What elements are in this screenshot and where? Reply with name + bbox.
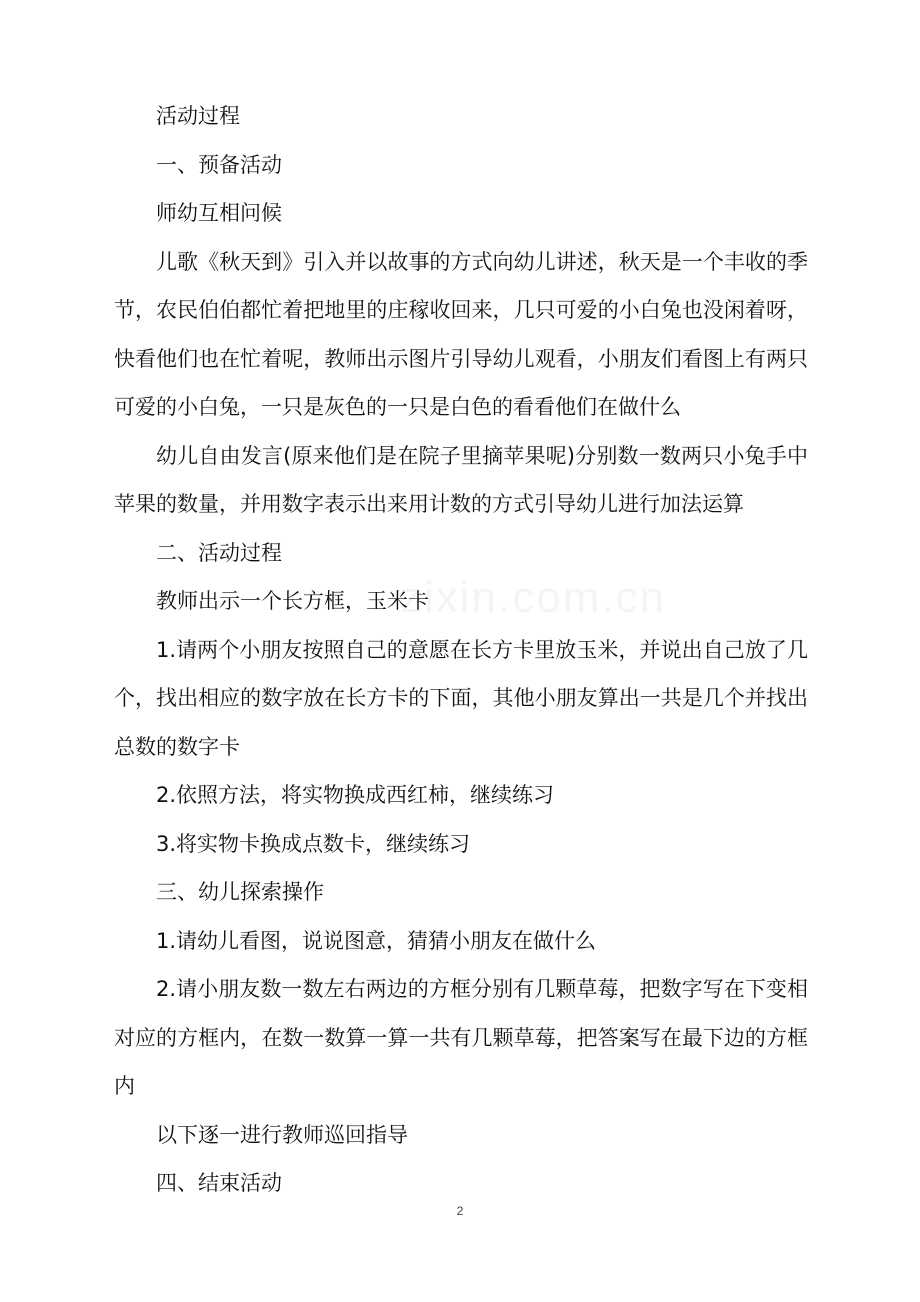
paragraph-free-speech: 幼儿自由发言(原来他们是在院子里摘苹果呢)分别数一数两只小兔手中苹果的数量，并用数字表示出来用计数的方式引导幼儿进行加法运算	[114, 443, 808, 516]
paragraph-teacher-shows: 教师出示一个长方框，玉米卡	[156, 589, 429, 613]
section-heading-exploration: 三、幼儿探索操作	[156, 880, 324, 904]
paragraph-step-1: 1.请两个小朋友按照自己的意愿在长方卡里放玉米，并说出自己放了几个，找出相应的数字放在长方卡的下面，其他小朋友算出一共是几个并找出总数的数字卡	[114, 637, 808, 759]
heading-activity-process: 活动过程	[156, 104, 240, 128]
paragraph-step-2: 2.依照方法，将实物换成西红柿，继续练习	[156, 783, 555, 807]
page-number: 2	[456, 1204, 464, 1218]
section-heading-preparation: 一、预备活动	[156, 152, 282, 177]
paragraph-greeting: 师幼互相问候	[156, 201, 282, 225]
paragraph-story-intro: 儿歌《秋天到》引入并以故事的方式向幼儿讲述，秋天是一个丰收的季节，农民伯伯都忙着把地里的庄稼收回来，几只可爱的小白兔也没闲着呀，快看他们也在忙着呢，教师出示图片引导幼儿观看，小朋友们看图上有两只可爱的小白兔，一只是灰色的一只是白色的看看他们在做什么	[114, 249, 808, 419]
paragraph-explore-1: 1.请幼儿看图，说说图意，猜猜小朋友在做什么	[156, 928, 597, 953]
paragraph-step-3: 3.将实物卡换成点数卡，继续练习	[156, 831, 471, 856]
paragraph-explore-2: 2.请小朋友数一数左右两边的方框分别有几颗草莓，把数字写在下变相对应的方框内，在数一数算一算一共有几颗草莓，把答案写在最下边的方框内	[114, 977, 808, 1098]
section-heading-ending: 四、结束活动	[156, 1171, 282, 1195]
paragraph-guidance: 以下逐一进行教师巡回指导	[156, 1122, 408, 1147]
section-heading-process: 二、活动过程	[156, 540, 282, 565]
body-text	[114, 92, 808, 1208]
